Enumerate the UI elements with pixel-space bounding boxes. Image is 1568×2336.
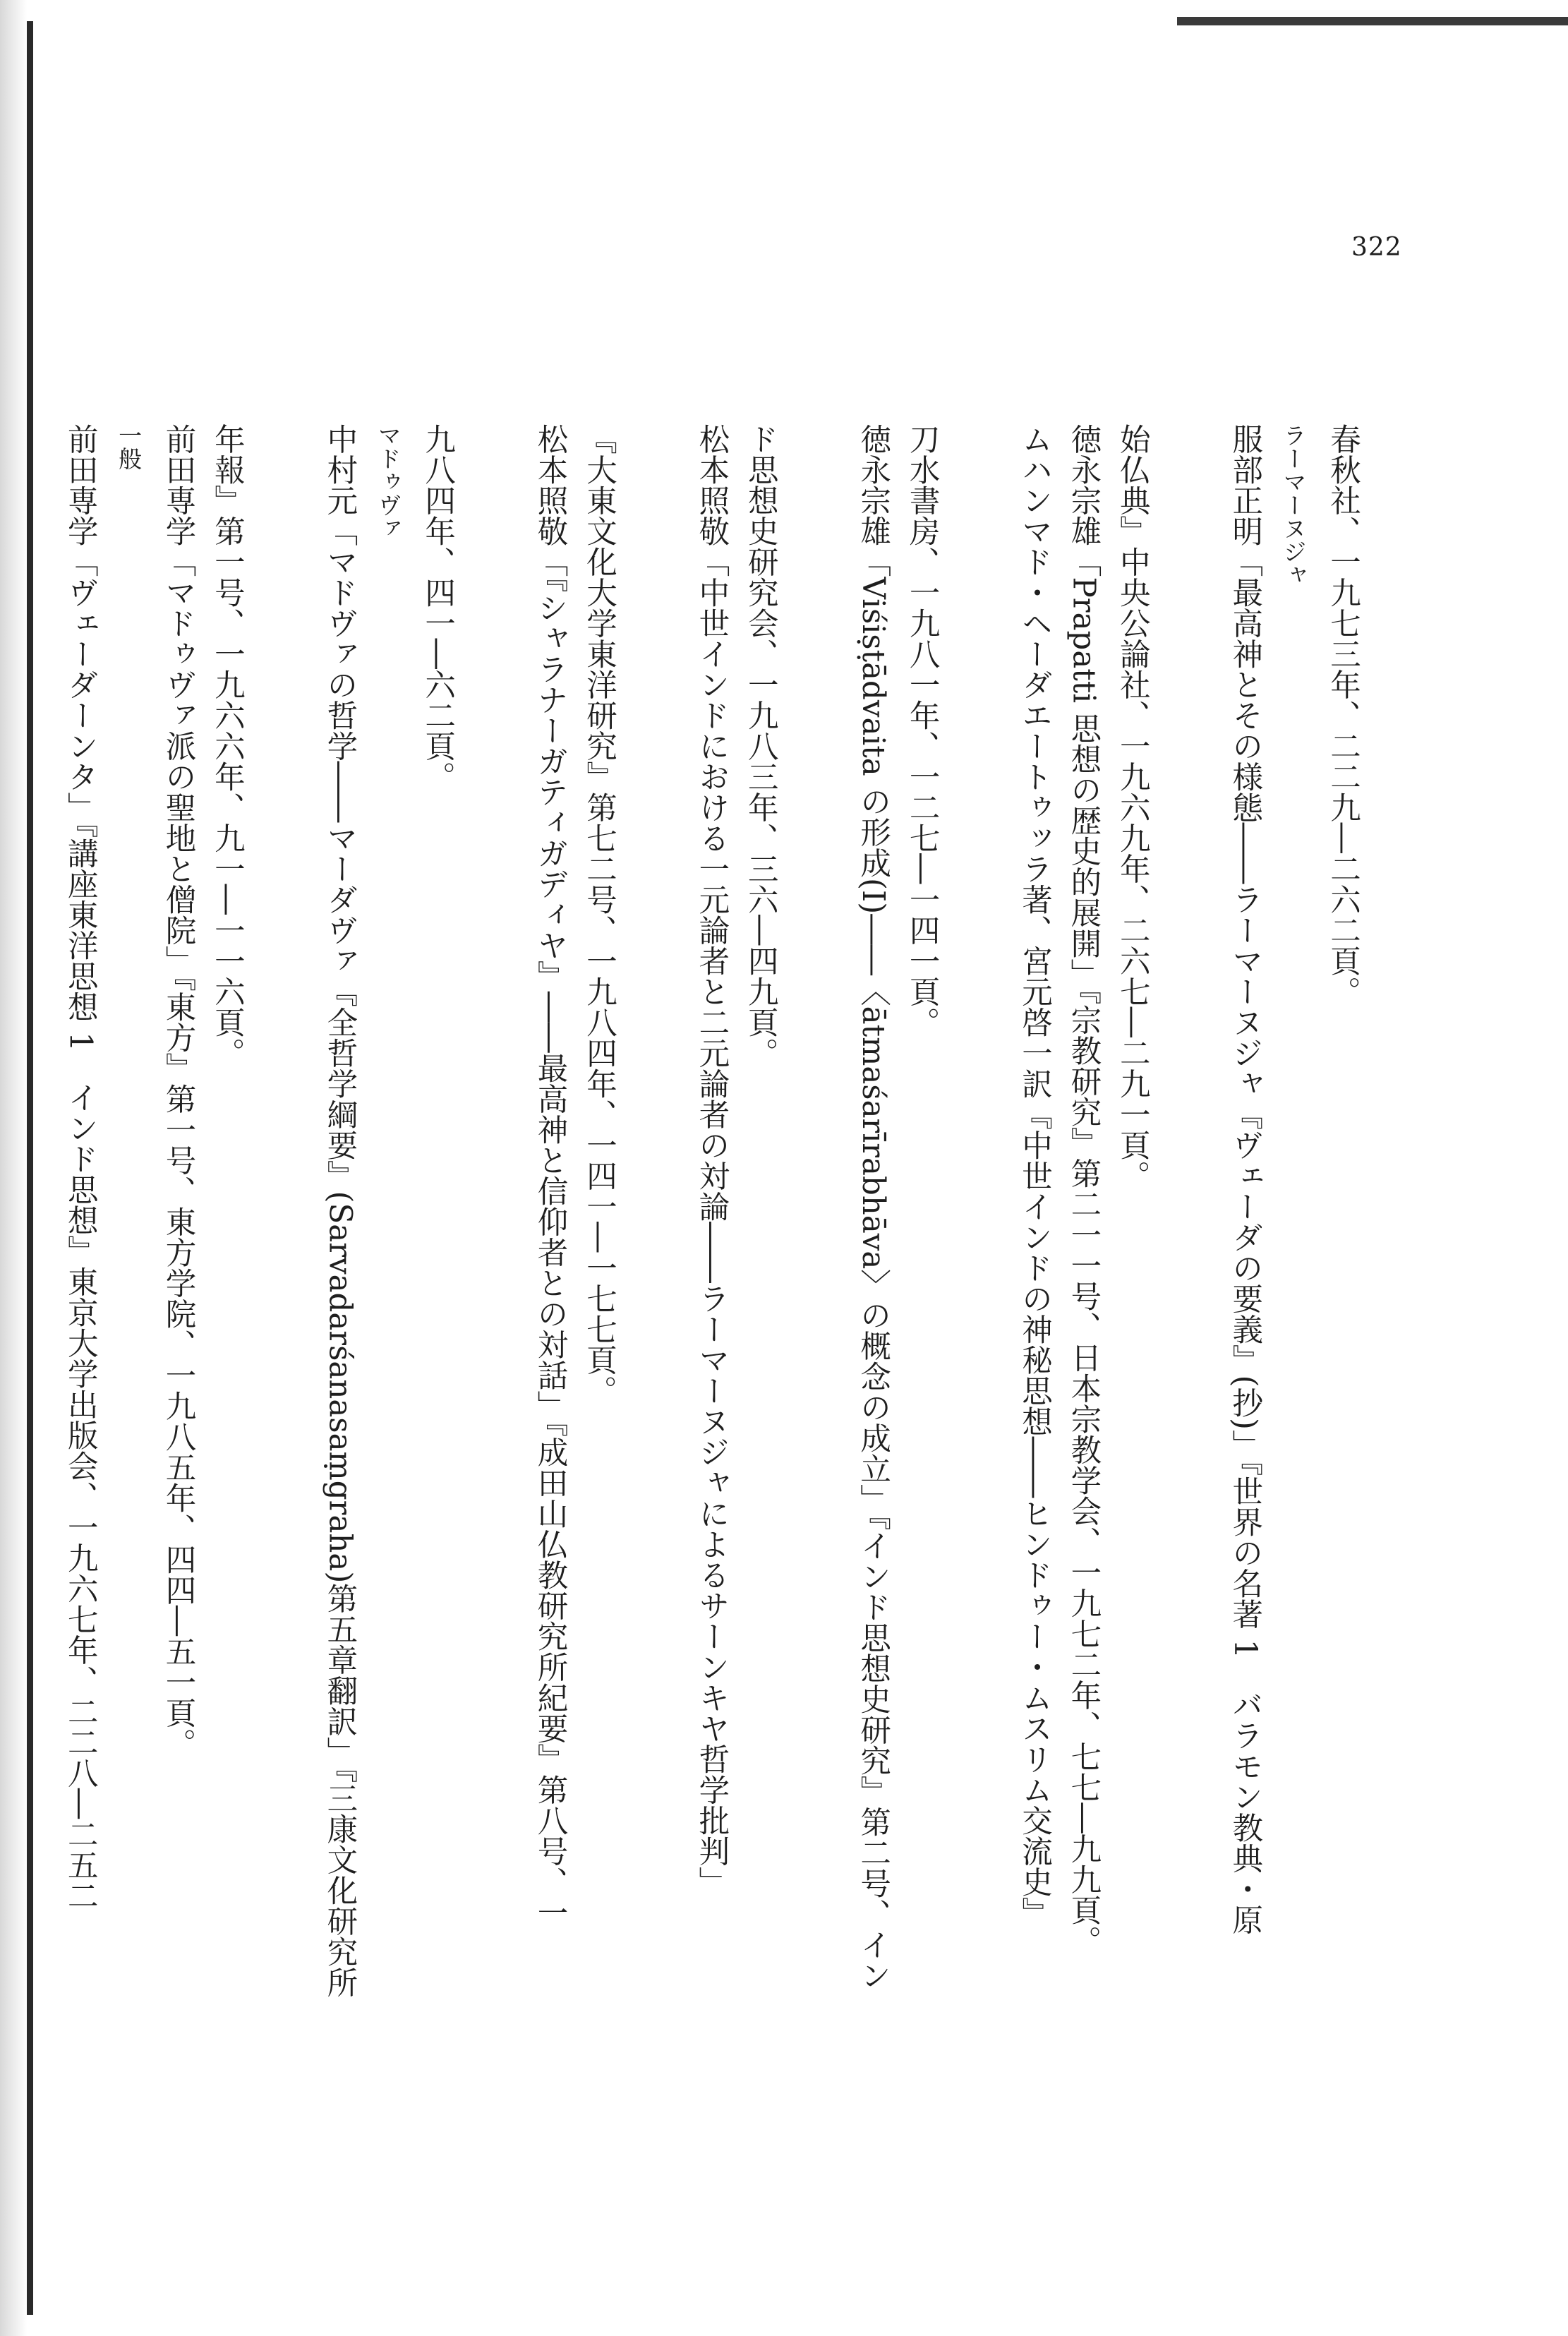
text-line: 徳永宗雄「Prapatti 思想の歴史的展開」『宗教研究』第二一一号、日本宗教学会、一九七二年、七七―九九頁。 <box>1066 423 1102 1956</box>
top-rule <box>1177 17 1568 25</box>
page-number: 322 <box>1351 233 1402 262</box>
text-line: ムハンマド・ヘーダエートゥッラ著、宮元啓一訳『中世インドの神秘思想――ヒンドゥー・ムスリム交流史』 <box>1016 423 1052 1928</box>
text-line: 始仏典』中央公論社、一九六九年、二六七―二九一頁。 <box>1114 423 1150 1191</box>
text-line: 松本照敬「中世インドにおける一元論者と二元論者の対論――ラーマーヌジャによるサーンキヤ哲学批判」 <box>694 423 730 1897</box>
text-line: 刀水書房、一九八一年、一二七―一四一頁。 <box>904 423 940 1037</box>
text-line: ド思想史研究会、一九八三年、三六―四九頁。 <box>742 423 778 1068</box>
text-line: 徳永宗雄「Viśiṣṭādvaita の形成(I)――〈ātmaśarīrabhāva〉の概念の成立」『インド思想史研究』第二号、イン <box>855 423 891 1991</box>
text-line: 春秋社、一九七三年、二二九―二六二頁。 <box>1325 423 1361 1007</box>
text-line: 年報』第一号、一九六六年、九一―一一六頁。 <box>209 423 245 1068</box>
text-line: 中村元「マドヴァの哲学――マーダヴァ『全哲学綱要』(Sarvadarśanasaṃgraha)第五章翻訳」『三康文化研究所 <box>322 423 358 1998</box>
text-line <box>0 423 55 2160</box>
text-line: 前田専学「マドゥヴァ派の聖地と僧院」『東方』第一号、東方学院、一九八五年、四四―五一頁。 <box>160 423 196 1759</box>
text-line: 服部正明「最高神とその様態――ラーマーヌジャ『ヴェーダの要義』(抄)」『世界の名著 1 バラモン教典・原 <box>1227 423 1263 1935</box>
text-line: 松本照敬「『シャラナーガティガディヤ』――最高神と信仰者との対話」『成田山仏教研究所紀要』第八号、一 <box>532 423 568 1928</box>
vertical-text-block <box>0 423 1430 2160</box>
section-heading: ラーマーヌジャ <box>1279 423 1308 586</box>
text-line: 前田専学「ヴェーダーンタ」『講座東洋思想 1 インド思想』東京大学出版会、一九六七年、二二八―二五二 <box>62 423 98 1911</box>
section-heading: 一般 <box>115 423 143 470</box>
section-heading: マドゥヴァ <box>374 423 402 540</box>
text-line: 『大東文化大学東洋研究』第七二号、一九八四年、一四一―一七七頁。 <box>581 423 617 1406</box>
text-line: 九八四年、四一―六二頁。 <box>420 423 456 792</box>
